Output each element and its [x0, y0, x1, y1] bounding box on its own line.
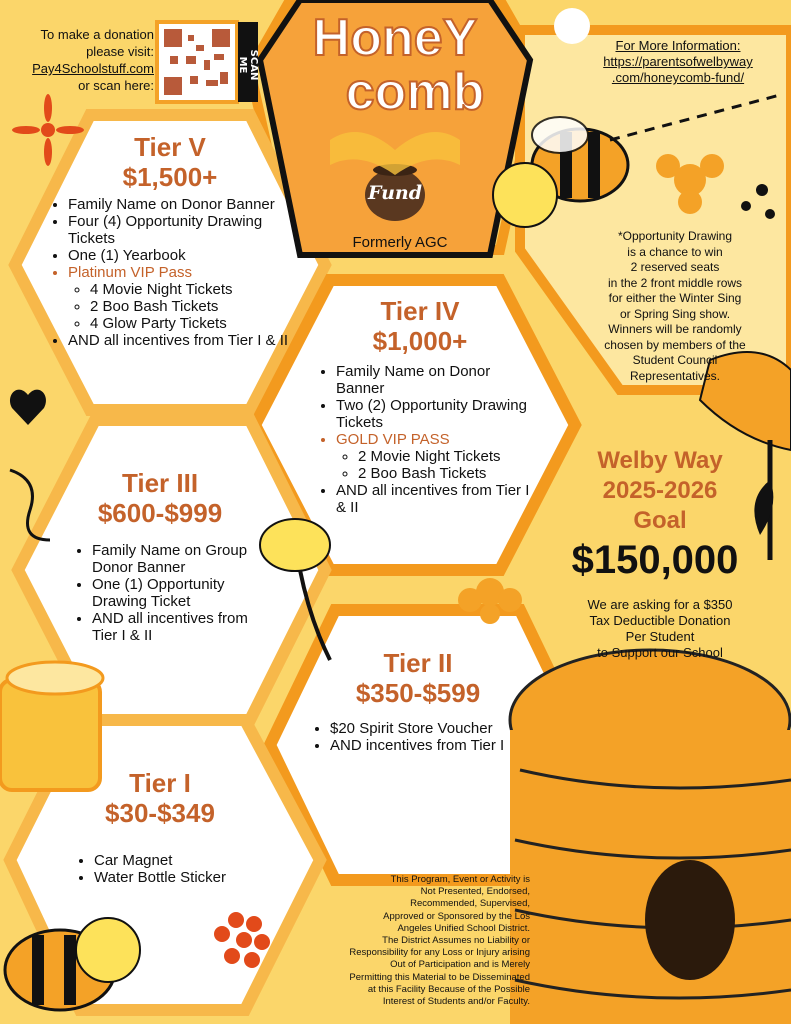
more-info — [572, 38, 784, 86]
goal-ask-line: We are asking for a $350 — [587, 597, 733, 612]
disclaimer-line: Out of Participation and is Merely — [390, 959, 530, 971]
drawing-note-line: or Spring Sing show. — [619, 306, 731, 321]
tier3-name: Tier III — [121, 468, 199, 498]
tier2-name: Tier II — [383, 648, 453, 678]
tier5-item: • One (1) Yearbook — [68, 247, 290, 264]
drawing-note-line: chosen by members of the — [604, 337, 746, 352]
tier2-benefits — [312, 720, 542, 754]
tier3-item: • One (1) Opportunity Drawing Ticket — [92, 576, 264, 610]
disclaimer-line: Responsibility for any Loss or Injury arising — [349, 947, 530, 959]
tier4-benefits — [318, 363, 538, 516]
tier4-item: • Two (2) Opportunity Drawing Tickets — [336, 397, 538, 431]
tier4-item: • Family Name on Donor Banner — [336, 363, 538, 397]
tier5-vip-pass — [68, 264, 290, 332]
scan-me-label: SCAN ME — [237, 49, 259, 81]
disclaimer-line: Permitting this Material to be Disseminated — [349, 971, 530, 983]
tier4-vip-pass — [336, 431, 538, 482]
goal-heading — [555, 446, 765, 536]
tier3-amount: $600-$999 — [97, 498, 223, 528]
formerly-label: Formerly AGC — [352, 234, 448, 251]
tier5-name: Tier V — [134, 132, 206, 162]
goal-ask-line: Tax Deductible Donation — [589, 613, 731, 628]
goal-amount: $150,000 — [571, 538, 739, 582]
donate-line-2: please visit: — [86, 44, 154, 59]
drawing-note-line: Winners will be randomly — [608, 322, 742, 336]
drawing-note-line: *Opportunity Drawing — [617, 229, 733, 243]
tier1-amount: $30-$349 — [105, 798, 215, 828]
disclaimer-line: Recommended, Supervised, — [410, 898, 530, 910]
logo-comb: comb — [345, 63, 485, 121]
disclaimer-line: This Program, Event or Activity is — [390, 874, 530, 885]
more-info-link-part-2: .com/honeycomb-fund/ — [611, 70, 745, 85]
goal-ask — [560, 597, 760, 661]
disclaimer-line: Not Presented, Endorsed, — [420, 886, 530, 898]
tier3-item: • AND all incentives from Tier I & II — [92, 610, 264, 644]
goal-line-3: Goal — [633, 507, 687, 534]
more-info-link[interactable] — [603, 54, 753, 85]
tier5-vip-item: ◦ 2 Boo Bash Tickets — [90, 298, 290, 315]
disclaimer — [280, 874, 530, 1008]
disclaimer-line: Angeles Unified School District. — [397, 922, 530, 934]
drawing-note-line: is a chance to win — [627, 244, 723, 259]
tier5-title — [70, 132, 270, 192]
logo-fund: Fund — [367, 182, 423, 204]
drawing-note — [580, 229, 770, 384]
disclaimer-line: Interest of Students and/or Faculty. — [382, 996, 530, 1008]
tier1-name: Tier I — [129, 768, 191, 798]
tier5-item: • Family Name on Donor Banner — [68, 196, 290, 213]
tier5-amount: $1,500+ — [122, 162, 218, 192]
drawing-note-line: for either the Winter Sing — [608, 291, 742, 305]
tier4-name: Tier IV — [380, 296, 460, 326]
goal-line-2: 2025-2026 — [602, 477, 718, 504]
tier5-benefits — [50, 196, 290, 349]
disclaimer-line: The District Assumes no Liability or — [382, 935, 530, 947]
tier4-vip-item: ◦ 2 Boo Bash Tickets — [358, 465, 538, 482]
donate-line-3: or scan here: — [78, 78, 154, 93]
tier4-amount: $1,000+ — [372, 326, 468, 356]
tier1-item: • Water Bottle Sticker — [94, 869, 276, 886]
more-info-link-part-1: https://parentsofwelbyway — [603, 54, 753, 69]
tier3-title — [60, 468, 260, 528]
donate-line-1: To make a donation — [40, 27, 154, 42]
tier4-title — [320, 296, 520, 356]
tier2-item: • AND incentives from Tier I — [330, 737, 542, 754]
drawing-note-line: 2 reserved seats — [630, 260, 720, 274]
goal-ask-line: Per Student — [625, 629, 695, 644]
tier2-amount: $350-$599 — [355, 678, 481, 708]
donation-link[interactable]: Pay4Schoolstuff.com — [32, 61, 154, 76]
tier3-item: • Family Name on Group Donor Banner — [92, 542, 264, 576]
more-info-label: For More Information: — [615, 38, 741, 53]
disclaimer-line: at this Facility Because of the Possible — [367, 983, 530, 995]
tier5-vip-item: ◦ 4 Glow Party Tickets — [90, 315, 290, 332]
heart-decoration — [10, 390, 46, 425]
tier5-vip-label: Platinum VIP Pass — [68, 264, 192, 281]
tier1-benefits — [76, 852, 276, 886]
tier2-title — [318, 648, 518, 708]
logo-honey: HoneY — [312, 9, 478, 67]
tier3-benefits — [74, 542, 264, 644]
tier5-vip-item: ◦ 4 Movie Night Tickets — [90, 281, 290, 298]
tier1-item: • Car Magnet — [94, 852, 276, 869]
beehive — [510, 650, 791, 1024]
tier1-title — [60, 768, 260, 828]
goal-line-1: Welby Way — [597, 447, 723, 474]
tier4-vip-item: ◦ 2 Movie Night Tickets — [358, 448, 538, 465]
donation-info — [8, 26, 154, 94]
tier4-item: • AND all incentives from Tier I & II — [336, 482, 538, 516]
tier4-vip-label: GOLD VIP PASS — [336, 431, 450, 448]
tier2-item: • $20 Spirit Store Voucher — [330, 720, 542, 737]
drawing-note-line: Representatives. — [629, 368, 721, 383]
tier5-item: • AND all incentives from Tier I & II — [68, 332, 290, 349]
drawing-note-line: in the 2 front middle rows — [607, 275, 743, 290]
goal-ask-line: to Support our School — [597, 645, 723, 660]
disclaimer-line: Approved or Sponsored by the Los — [383, 910, 530, 922]
tier5-item: • Four (4) Opportunity Drawing Tickets — [68, 213, 290, 247]
drawing-note-line: Student Council — [632, 353, 718, 367]
